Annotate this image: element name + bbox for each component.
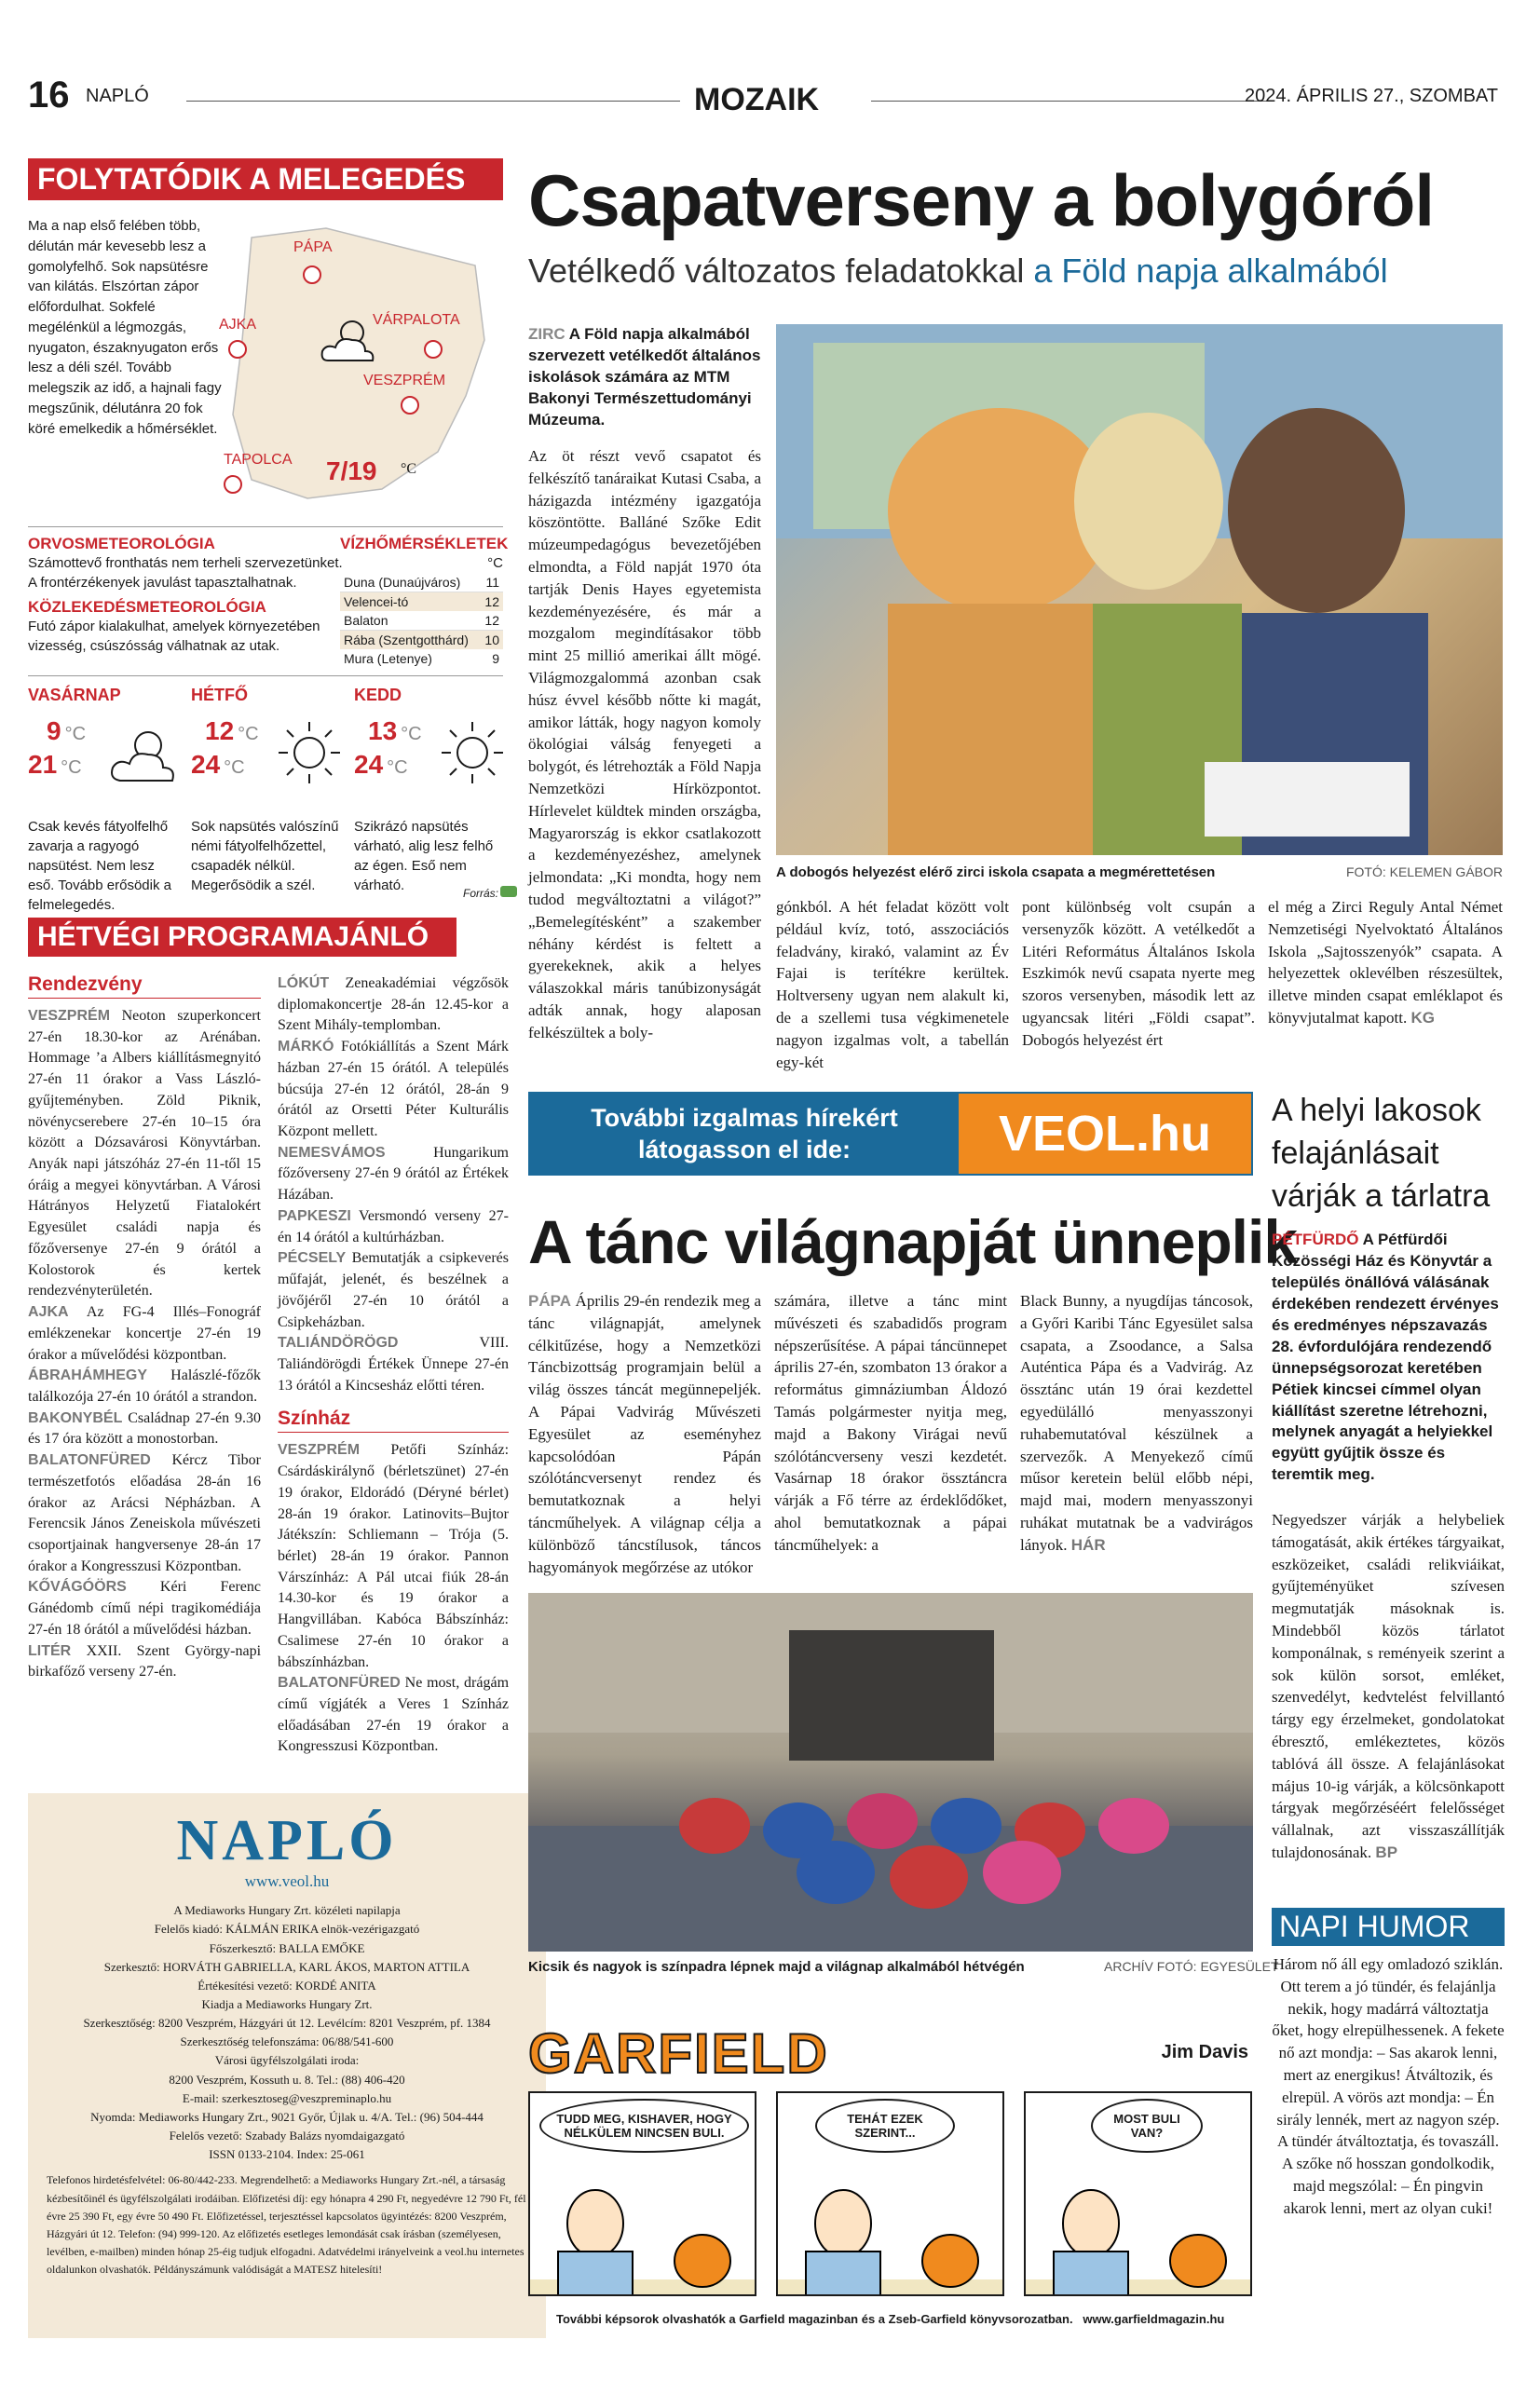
section-title: MOZAIK — [694, 82, 820, 117]
program-item — [278, 1143, 509, 1206]
article-body: gónkból. A hét feladat között volt például kvíz, totó, asszociációs feladvány, kirakó, valamint az Év Fajai is terítékre kerültek. Holtverseny ugyan nem alakult ki, de a szellemi tusa végkimenetele nagyon izgalmas volt, a tabellán egy-két — [776, 898, 1009, 1071]
program-item — [278, 973, 509, 1037]
day-low: 12 — [205, 716, 235, 745]
lead-text: A Pétfürdői Közösségi Ház és Könyvtár a település önállóvá válásának érdekében rendezett érvényes és eredményes népszavazás 28. évfordulójára rendezendő ünnepségsorozat keretében Pétiek kincsei címmel olyan kiállítást szeretne létrehozni, melynek anyagát a helyiekkel együtt gyűjtik össze és teremtik meg. — [1272, 1231, 1499, 1484]
water-temp: 12 — [484, 613, 499, 628]
water-name: Rába (Szentgotthárd) — [344, 633, 469, 647]
temp-unit: °C — [61, 757, 82, 778]
garfield-comic — [528, 2021, 1253, 2338]
program-text: Zeneakadémiai végzősök diplomakoncertje 28-án 12.45-kor a Szent Mihály-templomban. — [278, 975, 509, 1034]
program-location: MÁRKÓ — [278, 1039, 334, 1055]
day-high: 24 — [354, 750, 384, 779]
program-text: Bemutatják a csipkeverés műfaját, jelenét, és beszélnek a jövőjéről 27-én 10 órától a Csipkeházban. — [278, 1250, 510, 1330]
comic-panel — [528, 2091, 756, 2296]
program-text: Petőfi Színház: Csárdáskirálynő (bérletszünet) 27-én 19 órakor, Eldorádó (Déryné bérlet) 28-án 19 órakor. Latinovits–Bujtor Játékszín: Schliemann – Trója (5. bérlet) 28-án 19 órakor. Pannon Várszínház: A Pál utcai fiúk 28-án 14.30-kor és 19 órakor a Hangvillában. Kabóca Bábszínház: Csalimese 27-én 10 órakor a bábszínházban. — [278, 1442, 510, 1670]
map-marker — [303, 265, 321, 284]
comic-panel — [1024, 2091, 1252, 2296]
article-body: Az öt részt vevő csapatot és felkészítő tanáraikat Kutasi Csaba, a házigazda intézmény igazgatója köszöntötte. Balláné Szőke Edit múzeumpedagógus bevezetőjében elmondta, a Föld napját 1970 óta tartják Denis Hayes egyetemista kezdeményezésére, és már a mozgalom megindításakor több mint 25 millió amerikai állt mögé. Világmozgalommá azonban csak húsz évvel később nőtte ki magát, amikor látták, hogy nagyon komoly ökológiai válság fenyegeti a bolygót, és létrehozták a Föld Napja Nemzetközi Hírközpontot. Hírlevelet küldtek minden országba, Magyarország is ekkor csatlakozott a kezdeményezéshez, amelynek jelmondata: „Ki mondta, hogy nem tudod megváltoztatni a világot?” „Bemelegítésként” a szakember néhány kérdést is feltett a gyerekeknek, akik a helyes válaszokkal máris tanúbizonyságát adták annak, hogy alaposan felkészültek a boly- — [528, 447, 761, 1041]
divider — [871, 101, 1272, 102]
program-location: VESZPRÉM — [278, 1442, 361, 1459]
banner-line: látogasson el ide: — [637, 1135, 852, 1163]
dateline-city: PÁPA — [528, 1292, 571, 1310]
water-temp: 11 — [485, 575, 499, 590]
humor-title: NAPI HUMOR — [1272, 1908, 1505, 1946]
kozl-text: Futó zápor kialakulhat, amelyek környezetében vizesség, csúszósság válhatnak az utak. — [28, 619, 320, 654]
photo-caption: Kicsik és nagyok is színpadra lépnek majd a világnap alkalmából hétvégén — [528, 1959, 1025, 1975]
program-location: KŐVÁGÓÖRS — [28, 1579, 127, 1596]
weather-title: FOLYTATÓDIK A MELEGEDÉS — [28, 158, 503, 200]
program-item — [28, 1641, 261, 1683]
orvos-title: ORVOSMETEOROLÓGIA — [28, 535, 215, 552]
program-location: PAPKESZI — [278, 1207, 351, 1224]
impressum-line: Szerkesztőség: 8200 Veszprém, Házgyári út 12. Levélcím: 8201 Veszprém, pf. 1384 — [83, 2016, 491, 2031]
day-name: HÉTFŐ — [191, 686, 248, 704]
table-row — [340, 592, 503, 612]
program-item — [278, 1440, 509, 1673]
forecast-day — [191, 686, 345, 895]
program-text: Kércz Tibor természetfotós előadása 28-án 16 órakor az Arácsi Népházban. A Ferencsik János Zeneiskola művészeti csoportjainak hangversenye 28-án 17 órakor a Kongresszusi Központban. — [28, 1452, 261, 1574]
author-signature: KG — [1410, 1008, 1435, 1027]
program-text: Halászlé-főzők találkozója 27-én 10 órától a strandon. — [28, 1367, 261, 1405]
impressum-line: Városi ügyfélszolgálati iroda: — [214, 2053, 360, 2068]
impressum-line: Felelős kiadó: KÁLMÁN ERIKA elnök-vezérigazgató — [154, 1922, 420, 1937]
temp-unit: °C — [387, 757, 408, 778]
partly-cloudy-icon — [107, 723, 182, 788]
city-label: VÁRPALOTA — [373, 312, 460, 328]
impressum-line: 8200 Veszprém, Kossuth u. 8. Tel.: (88) 406-420 — [169, 2072, 405, 2087]
day-high: 24 — [191, 750, 221, 779]
dancers-photo — [528, 1593, 1253, 1952]
article-text: Negyedszer várják a helybeliek támogatását, akik értékes tárgyaikat, eszközeiket, családi relikviáikat, gyűjteményüket szívesen megmutatják másoknak is. Mindebből közös tárlatot komponálnak, s reményeik szerint a sok külön sorsot, emléket, szenvedélyt, kedvtelést felvillantó tárgy egy érzelmeket, gondolatokat ébresztő, emlékeztetes, közös tablóvá áll össze. A felajánlásokat május 10-ig várják, a kölcsönkapott tárgyak megőrzéséért felelősséget vállalnak, azt visszaszállítják tulajdonosának. — [1272, 1511, 1505, 1861]
program-item — [278, 1206, 509, 1248]
forecast-day — [354, 686, 508, 900]
paper-name: NAPLÓ — [86, 86, 149, 106]
table-row — [340, 611, 503, 631]
source-logo — [500, 886, 517, 897]
program-text: XXII. Szent György-napi birkafőző verseny 27-én. — [28, 1642, 262, 1680]
program-col-1 — [28, 973, 261, 1683]
issue-date: 2024. ÁPRILIS 27., SZOMBAT — [1245, 86, 1498, 106]
program-item — [28, 1577, 261, 1640]
water-temp: 10 — [484, 633, 499, 647]
photo-credit: FOTÓ: KELEMEN GÁBOR — [1345, 864, 1503, 879]
speech-bubble: TUDD MEG, KISHAVER, HOGY NÉLKÜLEM NINCSEN BULI. — [539, 2099, 749, 2153]
weather-intro: Ma a nap első felében több, délután már kevesebb lesz a gomolyfelhő. Sok napsütésre van kilátás. Elszórtan zápor előfordulhat. Sokfelé megélénkül a légmozgás, nyugaton, északnyugaton erős lesz a déli szél. Tovább melegszik az idő, a hajnali fagy megszűnik, délutánra 20 fok köré emelkedik a hőmérséklet. — [28, 218, 222, 437]
speech-bubble: TEHÁT EZEK SZERINT... — [815, 2099, 955, 2153]
comic-title: GARFIELD — [528, 2022, 829, 2085]
sun-icon — [438, 718, 508, 788]
temp-unit: °C — [238, 724, 259, 744]
program-item — [278, 1037, 509, 1143]
program-location: NEMESVÁMOS — [278, 1144, 386, 1161]
program-location: LITÉR — [28, 1642, 72, 1659]
map-marker — [424, 340, 443, 359]
author-signature: BP — [1375, 1843, 1398, 1861]
speech-bubble: MOST BULI VAN? — [1091, 2099, 1203, 2153]
program-text: Családnap 27-én 9.30 és 17 óra között a monostorban. — [28, 1409, 261, 1448]
program-item — [278, 1673, 509, 1758]
temp-unit: °C — [224, 757, 245, 778]
day-low: 9 — [47, 716, 61, 745]
comic-footer: További képsorok olvashatók a Garfield magazinban és a Zseb-Garfield könyvsorozatban. www.garfieldmagazin.hu — [556, 2312, 1225, 2326]
impressum-line: Szerkesztőség telefonszáma: 06/88/541-600 — [180, 2034, 394, 2049]
kozl-title: KÖZLEKEDÉSMETEOROLÓGIA — [28, 598, 266, 616]
comic-author: Jim Davis — [1161, 2042, 1248, 2062]
program-location: BALATONFÜRED — [278, 1675, 401, 1692]
forecast-row — [28, 675, 503, 913]
program-item — [28, 1006, 261, 1302]
subtitle-highlight: a Föld napja alkalmából — [1033, 252, 1388, 290]
map-marker — [224, 475, 242, 494]
article-body — [528, 1290, 761, 1578]
photo-caption: A dobogós helyezést elérő zirci iskola csapata a megmérettetésen — [776, 864, 1216, 880]
banner-line: További izgalmas hírekért — [591, 1104, 898, 1132]
day-name: KEDD — [354, 686, 402, 704]
jon-and-garfield-drawing — [530, 2158, 756, 2296]
map-marker — [228, 340, 247, 359]
impressum-small: Telefonos hirdetésfelvétel: 06-80/442-233. Megrendelhető: a Mediaworks Hungary Zrt.-nél, a társaság kézbesítőinél és ügyfélszolgálati irodáiban. Előfizetési díj: egy hónapra 4 290 Ft, negyedévre 12 790 Ft, fél évre 25 390 Ft, egy évre 50 490 Ft. Előfizetéssel, terjesztéssel kapcsolatos ügyintézés: 8200 Veszprém, Házgyári út 12. Telefon: (94) 999-120. Az előfizetés esetleges lemondását csak írásban (személyesen, levélben, e-mailben) minden hónap 25-éig tudjuk elfogadni. Adatvédelmi irányelveink a veol.hu internetes oldalunkon olvashatók. Példányszámunk valódiságát a MATESZ hitelesíti! — [47, 2173, 526, 2277]
comic-panel — [776, 2091, 1004, 2296]
article-body — [1020, 1290, 1253, 1557]
program-item — [278, 1248, 509, 1333]
sun-icon — [275, 718, 345, 788]
article-title: A tánc világnapját ünneplik — [528, 1207, 1298, 1276]
humor-box — [1272, 1908, 1505, 2220]
photo-credit: ARCHÍV FOTÓ: EGYESÜLET — [1104, 1959, 1279, 1974]
program-location: PÉCSELY — [278, 1250, 347, 1267]
orvos-text: Számottevő fronthatás nem terheli szervezetünket. A frontérzékenyek javulást tapasztalhatnak. — [28, 555, 343, 591]
photo-illustration — [528, 1593, 1253, 1952]
divider — [186, 101, 680, 102]
program-location: VESZPRÉM — [28, 1008, 111, 1024]
naplo-url[interactable]: www.veol.hu — [244, 1872, 330, 1890]
day-low: 13 — [368, 716, 398, 745]
program-text: Ne most, drágám című vígjáték a Veres 1 Színház előadásában 27-én 19 órakor a Kongresszusi Központban. — [278, 1675, 510, 1755]
table-row — [340, 573, 503, 592]
veol-banner[interactable] — [528, 1092, 1253, 1176]
article-title: A helyi lakosok felajánlásait várják a tárlatra — [1272, 1093, 1491, 1214]
temp-unit: °C — [64, 724, 87, 744]
water-unit: °C — [487, 555, 503, 571]
table-row — [340, 649, 503, 668]
partly-cloudy-icon — [317, 312, 382, 368]
program-item — [28, 1366, 261, 1408]
program-item — [278, 1333, 509, 1396]
jon-and-garfield-drawing — [778, 2158, 1004, 2296]
day-high: 21 — [28, 750, 58, 779]
program-location: TALIÁNDÖRÖGD — [278, 1335, 399, 1352]
program-text: Kéri Ferenc Gánédomb című népi tragikomédiája 27-én 18 órától a művelődési házban. — [28, 1579, 261, 1638]
forecast-day — [28, 686, 182, 915]
dateline-city: ZIRC — [528, 325, 565, 343]
water-table — [340, 573, 503, 668]
article-body — [1268, 896, 1503, 1029]
program-location: ÁBRAHÁMHEGY — [28, 1367, 147, 1384]
source-label: Forrás: — [462, 887, 498, 900]
orvos-box — [28, 526, 345, 656]
article-subtitle — [528, 252, 1388, 291]
temp-unit: °C — [401, 461, 417, 477]
program-title: HÉTVÉGI PROGRAMAJÁNLÓ — [28, 918, 456, 957]
humor-text: Három nő áll egy omladozó sziklán. Ott terem a jó tündér, és felajánlja nekik, hogy madárrá változtatja őket, hogy elrepülhessenek. A fekete nő azt mondja: – Sas akarok lenni, mert az energikus! Átváltozik, és elrepül. A vörös azt mondja: – Én sirály lennék, mert az nagyon szép. A tündér átváltoztatja, és tovaszáll. A szőke nő hosszan gondolkodik, majd megszólal: – Én pingvin akarok lenni, mert az olyan cuki! — [1272, 1955, 1505, 2217]
day-name: VASÁRNAP — [28, 686, 121, 704]
impressum-line: Főszerkesztő: BALLA EMŐKE — [209, 1940, 365, 1955]
program-text: Hungarikum főzőverseny 27-én 9 órától az Értékek Házában. — [278, 1144, 509, 1204]
impressum-box — [28, 1793, 546, 2338]
impressum-line: Értékesítési vezető: KORDÉ ANITA — [198, 1978, 376, 1993]
water-name: Velencei-tó — [344, 594, 409, 609]
article-body — [1272, 1509, 1505, 1864]
city-label: AJKA — [219, 317, 257, 333]
program-location: LÓKÚT — [278, 975, 330, 991]
article-title: Csapatverseny a bolygóról — [528, 159, 1435, 241]
program-text: Fotókiállítás a Szent Márk házban 27-én 15 órától. A település búcsúja 27-én 12 órától, 28-án 9 órától az Orsetti Péter Kulturális Központ mellett. — [278, 1039, 509, 1140]
water-temperature-box — [340, 526, 509, 668]
day-text: Csak kevés fátyolfelhő zavarja a ragyogó napsütést. Nem lesz eső. Tovább erősödik a felmelegedés. — [28, 819, 171, 913]
naplo-logo: NAPLÓ — [176, 1809, 398, 1872]
city-label: PÁPA — [293, 239, 333, 255]
program-item — [28, 1450, 261, 1577]
impressum-line: Felelős vezető: Szabady Balázs nyomdaigazgató — [169, 2129, 405, 2143]
photo-illustration — [776, 324, 1503, 855]
article-body: számára, illetve a tánc mint művészeti és szabadidős program népszerűsítése. A pápai táncünnepet április 27-én, szombaton 13 órakor a református gimnáziumban Áldozó Tamás polgármester nyitja meg, majd a Bakony Virágai nevű szólótáncverseny veszi kezdetét. Vasárnap 18 órakor össztáncra várják a Fő térre az érdeklődőket, ahol bemutatkoznak a pápai táncműhelyek: a — [774, 1292, 1007, 1554]
impressum-line: Kiadja a Mediaworks Hungary Zrt. — [201, 1997, 373, 2012]
map-marker — [401, 396, 419, 415]
impressum-line: A Mediaworks Hungary Zrt. közéleti napilapja — [173, 1903, 401, 1918]
impressum-line: E-mail: szerkesztoseg@veszpreminaplo.hu — [182, 2090, 392, 2105]
program-text: Versmondó verseny 27-én 14 órától a kultúrházban. — [278, 1207, 510, 1245]
page-number: 16 — [28, 75, 70, 116]
article-text: el még a Zirci Reguly Antal Német Nemzetiségi Nyelvoktató Általános Iskola „Sajtosszenyók” csapata. A helyezettek oklevélben részesültek, illetve minden csapat emléklapot és könyvjutalmat kapott. — [1268, 898, 1503, 1027]
banner-text — [530, 1094, 959, 1174]
dateline-city: PÉTFÜRDŐ — [1272, 1231, 1359, 1248]
city-label: TAPOLCA — [224, 452, 293, 468]
article-text: Black Bunny, a nyugdíjas táncosok, a Győri Karibi Tánc Egyesület salsa csapata, a Zsoodance, a Salsa Auténtica Pápa és a Vadvirág. Az össztánc után 19 órai kezdettel egyedülálló menyasszonyi ruhabemutatóval készülnek a szervezők. A Menyekező című műsor keretein belül előbb népi, majd mai, modern menyasszonyi ruhákat mutatnak be a vadvirágos lányok. — [1020, 1292, 1253, 1554]
lead-text: A Föld napja alkalmából szervezett vetélkedőt általános iskolások számára az MTM Bakonyi Természettudományi Múzeuma. — [528, 325, 761, 429]
szinhaz-heading: Színház — [278, 1408, 509, 1433]
program-col-2 — [278, 973, 509, 1758]
program-text: Neoton szuperkoncert 27-én 18.30-kor az Arénában. Hommage ’a Albers kiállításmegnyitó 27-én 11 órakor a Vass László-gyűjteményben. Zöld Piknik, növénycserebere 27-én 10–15 óra között a Dózsavárosi Könyvtárban. Anyák napi játszóház 27-én 11-től 15 óráig a megyei könyvtárban. A Városi Hátrányos Helyzetű Fiatalokért Egyesület családi napja és főzőversenye 27-én 9 órától a Kolostorok és kertek rendezvényterületén. — [28, 1008, 261, 1299]
city-label: VESZPRÉM — [363, 373, 446, 388]
water-title: VÍZHŐMÉRSÉKLETEK — [340, 535, 509, 552]
subtitle-text: Vetélkedő változatos feladatokkal — [528, 252, 1025, 290]
water-temp: 9 — [492, 651, 499, 666]
map-temperature: 7/19 — [326, 456, 377, 485]
students-photo — [776, 324, 1503, 855]
page-header — [28, 75, 1498, 121]
water-name: Balaton — [344, 613, 388, 628]
impressum-line: Nyomda: Mediaworks Hungary Zrt., 9021 Győr, Újlak u. 4/A. Tel.: (96) 504-444 — [90, 2109, 484, 2124]
article-lead — [1272, 1230, 1505, 1486]
temp-unit: °C — [401, 724, 422, 744]
impressum-line: Szerkesztő: HORVÁTH GABRIELLA, KARL ÁKOS, MARTON ATTILA — [103, 1959, 470, 1974]
county-map — [214, 210, 494, 508]
author-signature: HÁR — [1070, 1535, 1106, 1554]
program-location: BAKONYBÉL — [28, 1409, 123, 1426]
program-location: BALATONFÜRED — [28, 1452, 151, 1469]
water-name: Mura (Letenye) — [344, 651, 432, 666]
water-temp: 12 — [484, 594, 499, 609]
day-text: Szikrázó napsütés várható, alig lesz felhő az égen. Eső nem várható. — [354, 819, 494, 893]
article-lead — [528, 324, 761, 431]
program-location: AJKA — [28, 1304, 69, 1321]
rendezveny-heading: Rendezvény — [28, 973, 261, 999]
jon-and-garfield-drawing — [1026, 2158, 1252, 2296]
program-text: VIII. Taliándörögdi Értékek Ünnepe 27-én 13 órától a Kincsesház előtti téren. — [278, 1335, 509, 1394]
table-row — [340, 631, 503, 650]
day-text: Sok napsütés valószínű némi fátyolfelhőzettel, csapadék nélkül. Megerősödik a szél. — [191, 819, 339, 893]
program-item — [28, 1408, 261, 1450]
water-name: Duna (Dunaújváros) — [344, 575, 461, 590]
program-title-bar — [28, 918, 456, 957]
program-item — [28, 1302, 261, 1366]
article-text: Április 29-én rendezik meg a tánc világnapját, amelynek célkitűzése, hogy a Nemzetközi Táncbizottság programjain belül a világ összes táncát megünnepeljék. A Pápai Vadvirág Művészeti Egyesület az eseményhez kapcsolódóan Pápán szólótáncversenyt rendez és bemutatkoznak a helyi táncműhelyek. A világnap célja a különböző táncstílusok, táncos hagyományok megőrzése az utókor — [528, 1292, 762, 1576]
banner-site[interactable]: VEOL.hu — [959, 1094, 1251, 1174]
program-text: Az FG-4 Illés–Fonográf emlékzenekar koncertje 27-én 19 órakor a művelődési központban. — [28, 1304, 261, 1363]
impressum-line: ISSN 0133-2104. Index: 25-061 — [209, 2147, 365, 2162]
article-body: pont különbség volt csupán a versenyzők között. A vetélkedőt a Litéri Református Általános Iskola Eszkimók nevű csapata nyerte meg szoros versenyben, második lett az ugyancsak litéri „Földi csapat”. Dobogós helyezést ért — [1022, 898, 1255, 1049]
